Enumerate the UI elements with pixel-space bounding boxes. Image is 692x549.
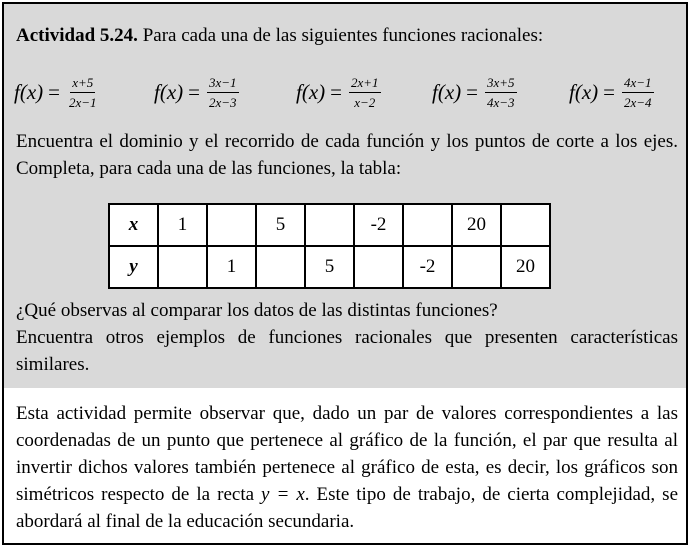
activity-title-text: Para cada una de las siguientes funciones racionales: <box>137 25 544 46</box>
table-cell: 1 <box>158 204 207 246</box>
denominator: 4x−3 <box>487 94 515 110</box>
numerator: 3x−1 <box>207 75 239 93</box>
activity-number: Actividad 5.24. <box>16 25 138 46</box>
function-3 <box>296 70 381 114</box>
table-header-y: y <box>109 246 158 288</box>
denominator: 2x−3 <box>209 94 237 110</box>
numerator: 3x+5 <box>485 75 517 93</box>
function-1 <box>14 70 99 114</box>
fraction <box>349 75 381 110</box>
function-lhs: f(x) <box>154 79 184 104</box>
table-cell <box>158 246 207 288</box>
values-table <box>108 203 551 289</box>
function-lhs: f(x) <box>432 79 462 104</box>
table-cell: -2 <box>403 246 452 288</box>
function-5 <box>569 70 654 114</box>
equals-sign: = <box>603 79 615 104</box>
denominator: 2x−4 <box>624 94 652 110</box>
table-cell: -2 <box>354 204 403 246</box>
function-2 <box>154 70 239 114</box>
function-lhs: f(x) <box>14 79 44 104</box>
table-row-y <box>109 246 550 288</box>
activity-box <box>2 2 688 545</box>
fraction <box>67 75 99 110</box>
equals-sign: = <box>330 79 342 104</box>
fraction <box>207 75 239 110</box>
equals-sign: = <box>188 79 200 104</box>
table-cell <box>501 204 550 246</box>
question-compare: ¿Qué observas al comparar los datos de las distintas funciones? <box>16 300 498 321</box>
function-lhs: f(x) <box>296 79 326 104</box>
table-cell: 1 <box>207 246 256 288</box>
numerator: x+5 <box>70 75 95 93</box>
table-row-x <box>109 204 550 246</box>
note-text-end: . Este tipo de trabajo, de cierta complejidad, se abordará al final de la educación secundaria. <box>16 484 679 532</box>
table-cell: 5 <box>256 204 305 246</box>
table-cell <box>256 246 305 288</box>
table-cell <box>403 204 452 246</box>
fraction <box>485 75 517 110</box>
table-cell <box>452 246 501 288</box>
equals-sign: = <box>48 79 60 104</box>
instructions-text: Encuentra el dominio y el recorrido de cada función y los puntos de corte a los ejes. Completa, para cada una de las funciones, la tabla: <box>16 131 678 179</box>
table-cell <box>207 204 256 246</box>
questions <box>16 297 678 378</box>
question-examples: Encuentra otros ejemplos de funciones racionales que presenten características similares. <box>16 327 678 375</box>
activity-panel <box>4 4 686 388</box>
teacher-note <box>16 400 678 535</box>
denominator: x−2 <box>354 94 376 110</box>
table-cell <box>354 246 403 288</box>
function-lhs: f(x) <box>569 79 599 104</box>
note-text-start: Esta actividad permite observar que, dado un par de valores correspondientes a las coordenadas de un punto que pertenece al gráfico de la función, el par que resulta al invertir dichos valores también pertenece al gráfico de esta, es decir, los gráficos son simétricos respecto de la recta <box>16 403 678 505</box>
fraction <box>622 75 654 110</box>
table-cell: 20 <box>452 204 501 246</box>
numerator: 2x+1 <box>349 75 381 93</box>
table-cell <box>305 204 354 246</box>
note-math: y = x <box>261 484 305 505</box>
table-cell: 5 <box>305 246 354 288</box>
function-list <box>14 70 678 114</box>
numerator: 4x−1 <box>622 75 654 93</box>
function-4 <box>432 70 517 114</box>
denominator: 2x−1 <box>69 94 97 110</box>
table-cell: 20 <box>501 246 550 288</box>
activity-title <box>16 22 678 49</box>
equals-sign: = <box>466 79 478 104</box>
table-header-x: x <box>109 204 158 246</box>
